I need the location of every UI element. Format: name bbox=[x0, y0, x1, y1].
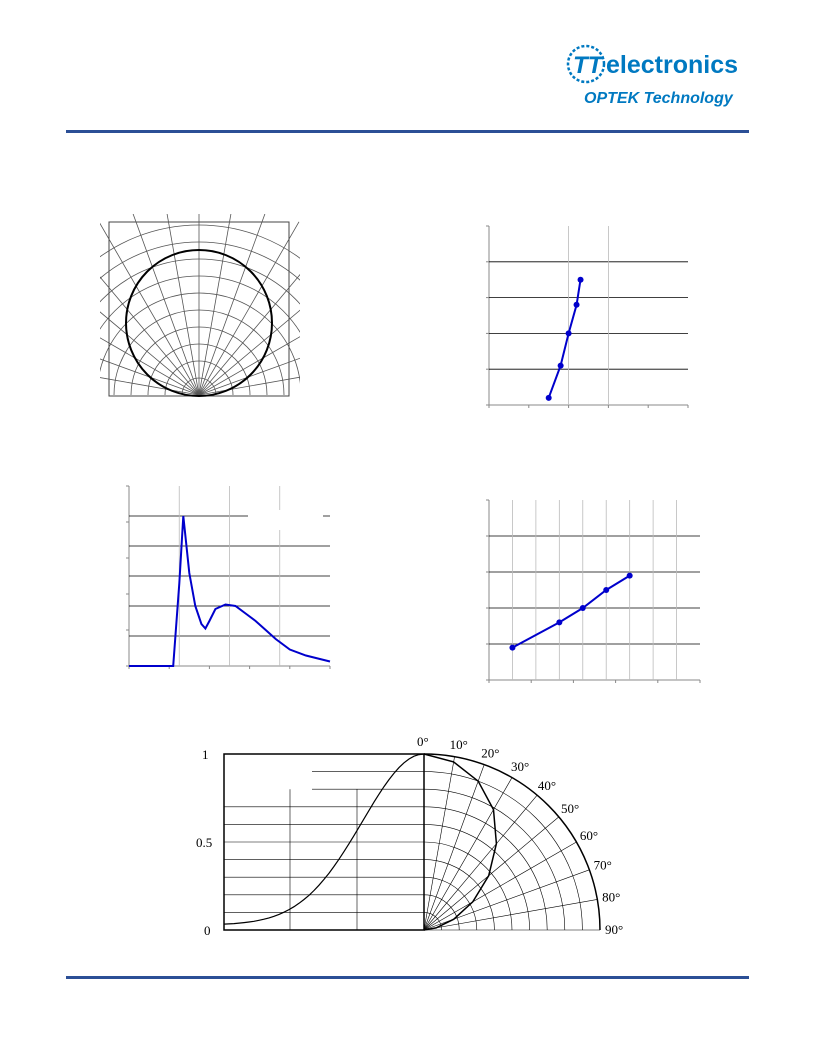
angle-label: 70° bbox=[593, 857, 612, 873]
angle-label: 90° bbox=[605, 922, 624, 937]
data-point bbox=[558, 363, 564, 369]
data-point bbox=[566, 330, 572, 336]
spectrum-chart bbox=[118, 478, 338, 674]
angle-label: 10° bbox=[449, 736, 468, 752]
polar-spoke bbox=[164, 214, 199, 395]
intensity-profile bbox=[224, 754, 424, 924]
polar-spoke bbox=[424, 795, 537, 930]
polar-spoke bbox=[199, 327, 300, 395]
angle-label: 60° bbox=[579, 828, 599, 843]
angle-label: 30° bbox=[511, 759, 530, 775]
y-tick-0.5: 0.5 bbox=[196, 835, 213, 850]
polar-ring bbox=[100, 242, 300, 395]
data-point bbox=[578, 277, 584, 283]
data-point bbox=[509, 645, 515, 651]
legend-area bbox=[248, 510, 323, 530]
data-point bbox=[603, 587, 609, 593]
polar-spoke bbox=[100, 242, 199, 395]
data-point bbox=[574, 302, 580, 308]
data-point bbox=[627, 573, 633, 579]
y-tick-1: 1 bbox=[202, 747, 209, 762]
data-point bbox=[556, 619, 562, 625]
data-point bbox=[546, 395, 552, 401]
angle-label: 0° bbox=[417, 734, 429, 749]
polar-spoke bbox=[199, 214, 234, 395]
logo-mark: TT bbox=[573, 52, 603, 79]
line-chart-mid-right bbox=[478, 492, 710, 688]
angle-label: 50° bbox=[561, 801, 580, 817]
angular-intensity-chart bbox=[190, 730, 660, 945]
angle-label: 80° bbox=[602, 889, 621, 905]
company-logo bbox=[562, 40, 752, 112]
polar-spoke bbox=[424, 817, 559, 930]
line-chart-top-right bbox=[478, 218, 698, 414]
header-divider bbox=[66, 130, 749, 133]
footer-divider bbox=[66, 976, 749, 979]
y-tick-0: 0 bbox=[204, 923, 211, 938]
logo-subtitle: OPTEK Technology bbox=[584, 90, 733, 107]
polar-curve bbox=[424, 754, 496, 930]
logo-wordmark: electronics bbox=[606, 51, 739, 79]
angle-label: 20° bbox=[481, 745, 500, 761]
angle-label: 40° bbox=[537, 777, 557, 793]
polar-pattern-chart bbox=[100, 214, 300, 404]
polar-spoke bbox=[199, 242, 300, 395]
polar-spoke bbox=[100, 222, 199, 395]
data-point bbox=[580, 605, 586, 611]
series-line bbox=[512, 576, 629, 648]
